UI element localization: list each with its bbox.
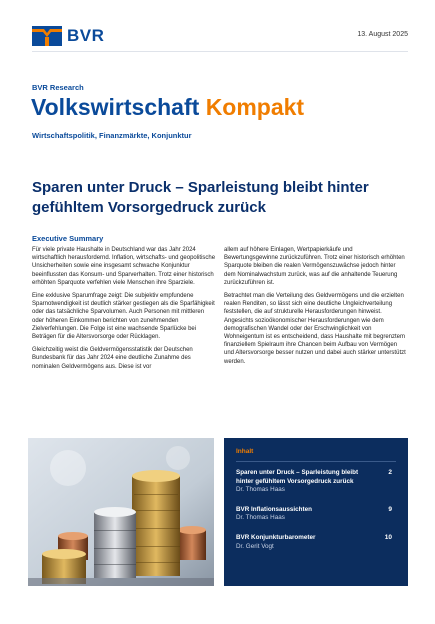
bvr-logo bbox=[32, 26, 104, 46]
body-column-left bbox=[32, 246, 216, 376]
toc-item[interactable] bbox=[236, 534, 396, 551]
article-headline bbox=[32, 178, 412, 218]
toc-item-author: Dr. Gerit Vogt bbox=[236, 542, 274, 550]
publication-subtitle: Wirtschaftspolitik, Finanzmärkte, Konjunktur bbox=[32, 131, 192, 140]
page-header bbox=[32, 26, 408, 48]
headline-line: Sparen unter Druck – Sparleistung bleibt hinter bbox=[32, 179, 369, 196]
toc-item[interactable] bbox=[236, 469, 396, 495]
header-divider bbox=[32, 51, 408, 52]
table-of-contents bbox=[224, 438, 408, 586]
body-paragraph: allem auf höhere Einlagen, Wertpapierkäufe und Bewertungsgewinne zurückzuführen. Trotz einer historisch erhöhten Sparquote bleiben die realen Vermögenszuwächse jedoch hinter dem Nominalwachstum zurück, was auf die anhaltende Teuerung zurückzuführen ist. bbox=[224, 247, 405, 286]
toc-item[interactable] bbox=[236, 506, 396, 523]
body-paragraph: Betrachtet man die Verteilung des Geldvermögens und die erzielten realen Renditen, so lässt sich eine deutliche Ungleichverteilung feststellen, die auf strukturelle Herausforderungen hinweist. Angesichts sozioökonomischer Herausforderungen wie dem demografischen Wandel oder der Erschwinglichkeit von Wohneigentum ist es entscheidend, dass Haushalte mit begrenztem finanziellem Spielraum ihre Chancen beim Aufbau von Vermögen und Altersvorsorge besser nutzen und dabei auch stärker unterstützt werden. bbox=[224, 293, 406, 365]
toc-item-page: 2 bbox=[388, 469, 392, 476]
toc-divider bbox=[236, 461, 396, 462]
toc-item-author: Dr. Thomas Haas bbox=[236, 486, 285, 494]
toc-item-page: 9 bbox=[388, 505, 392, 513]
coin-stacks-photo bbox=[28, 438, 214, 586]
toc-item-author: Dr. Thomas Haas bbox=[236, 514, 285, 522]
toc-item-title: Sparen unter Druck – Sparleistung bleibt hinter gefühltem Vorsorgedruck zurück bbox=[236, 469, 359, 485]
body-column-right bbox=[224, 246, 408, 371]
body-paragraph: Gleichzeitig weist die Geldvermögensstatistik der Deutschen Bundesbank für das Jahr 2024 eine deutliche Zunahme des nominalen Geldvermögens aus. Diese ist vor bbox=[32, 347, 193, 370]
series-eyebrow: BVR Research bbox=[32, 83, 84, 92]
body-paragraph: Eine exklusive Sparumfrage zeigt: Die subjektiv empfundene Sparnotwendigkeit ist deutlich stärker gestiegen als die Sparfähigkeit oder das tatsächliche Sparvolumen. Auch Personen mit mittleren oder höheren Einkommen berichten von zunehmenden Zielverfehlungen. Die Folge ist eine wachsende Sparlücke bei Beträgen für die Altersvorsorge oder Rücklagen. bbox=[32, 293, 215, 341]
toc-title: Inhalt bbox=[236, 448, 254, 455]
section-title: Executive Summary bbox=[32, 234, 104, 243]
logo-text: BVR bbox=[67, 26, 105, 45]
body-paragraph: Für viele private Haushalte in Deutschland war das Jahr 2024 wirtschaftlich herausfordernd. Inflation, wirtschafts- und geopolitische Unsicherheiten sowie eine insgesamt schwache Konjunktur beeinflussten das Konsum- und Sparverhalten. Trotz einer historisch erhöhten Sparquote verfehlen viele Menschen ihre Sparziele. bbox=[32, 247, 216, 286]
title-main: Volkswirtschaft bbox=[31, 94, 200, 120]
toc-item-title: BVR Konjunkturbarometer bbox=[236, 533, 316, 541]
title-accent: Kompakt bbox=[205, 94, 305, 120]
publication-title bbox=[31, 94, 304, 121]
publication-date: 13. August 2025 bbox=[357, 31, 408, 38]
toc-item-page: 10 bbox=[384, 533, 392, 541]
bvr-logo-icon bbox=[32, 26, 62, 46]
headline-line: gefühltem Vorsorgedruck zurück bbox=[32, 199, 266, 216]
toc-item-title: BVR Inflationsaussichten bbox=[236, 505, 312, 513]
